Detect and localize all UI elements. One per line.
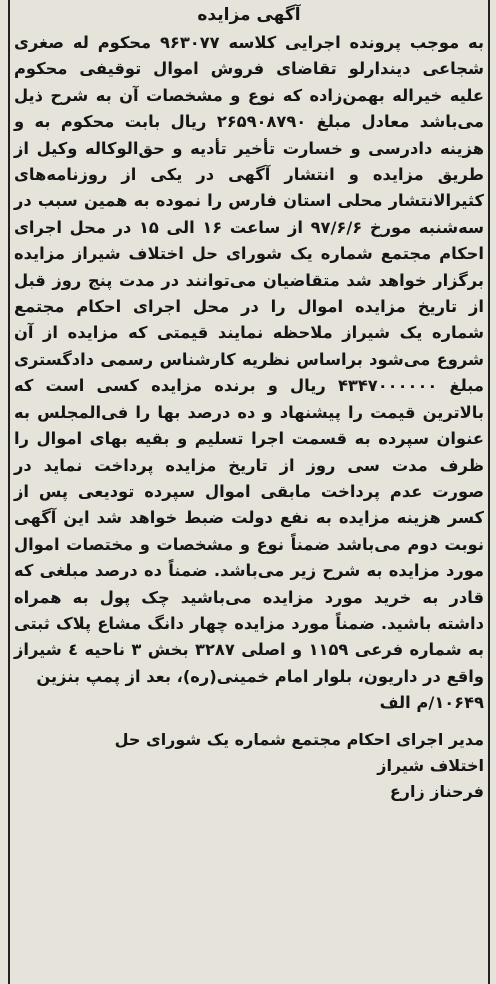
signature-block [14,727,484,805]
column-rule-left [8,0,10,984]
signature-office: اختلاف شیراز [377,755,484,775]
column-rule-right [488,0,490,984]
signature-position: مدیر اجرای احکام مجتمع شماره یک شورای حل [114,729,484,749]
notice-reference: ۱۰۶۴۹/م الف [379,693,484,713]
auction-notice [14,4,484,980]
notice-title: آگهی مزایده [197,5,301,25]
signature-name: فرحناز زارع [389,781,484,801]
notice-body: به موجب پرونده اجرایی کلاسه ۹۶۳۰۷۷ محکوم له صغری شجاعی دیندارلو تقاضای فروش اموال توقیفی محکوم علیه خیراله بهمن‌زاده که نوع و مشخصات آن به شرح ذیل می‌باشد معادل مبلغ ۲۶۵۹۰۸۷۹۰ ریال بابت محکوم به و هزینه دادرسی و خسارت تأخیر تأدیه و حق‌الوکاله وکیل از طریق مزایده و انتشار آگهی در یکی از روزنامه‌های کثیرالانتشار محلی استان فارس را نموده به همین سبب در سه‌شنبه مورخ ۹۷/۶/۶ از ساعت ۱۶ الی ۱۵ در محل اجرای احکام مجتمع شماره یک شورای حل اختلاف شیراز مزایده برگزار خواهد شد متقاضیان می‌توانند در مدت پنج روز قبل از تاریخ مزایده اموال را در محل اجرای احکام مجتمع شماره یک شیراز ملاحظه نمایند قیمتی که مزایده از آن شروع می‌شود براساس نظریه کارشناس رسمی دادگستری مبلغ ۴۳۴۷۰۰۰۰۰۰ ریال و برنده مزایده کسی است که بالاترین قیمت را پیشنهاد و ده درصد بها را فی‌المجلس به عنوان سپرده به قسمت اجرا تسلیم و بقیه بهای اموال را ظرف مدت سی روز از تاریخ مزایده پرداخت نماید در صورت عدم پرداخت مابقی اموال سپرده تودیعی پس از کسر هزینه مزایده به نفع دولت ضبط خواهد شد این آگهی نوبت دوم می‌باشد ضمناً نوع و مشخصات و مختصات اموال مورد مزایده به شرح زیر می‌باشد. ضمناً ده درصد مبلغی که قادر به خرید مورد مزایده می‌باشید چک پول به همراه داشته باشید. ضمناً مورد مزایده چهار دانگ مشاع پلاک ثبتی به شماره فرعی ۱۱۵۹ و اصلی ۳۲۸۷ بخش ۳ ناحیه ٤ شیراز واقع در داریون، بلوار امام خمینی(ره)، بعد از پمپ بنزین [14,33,484,686]
